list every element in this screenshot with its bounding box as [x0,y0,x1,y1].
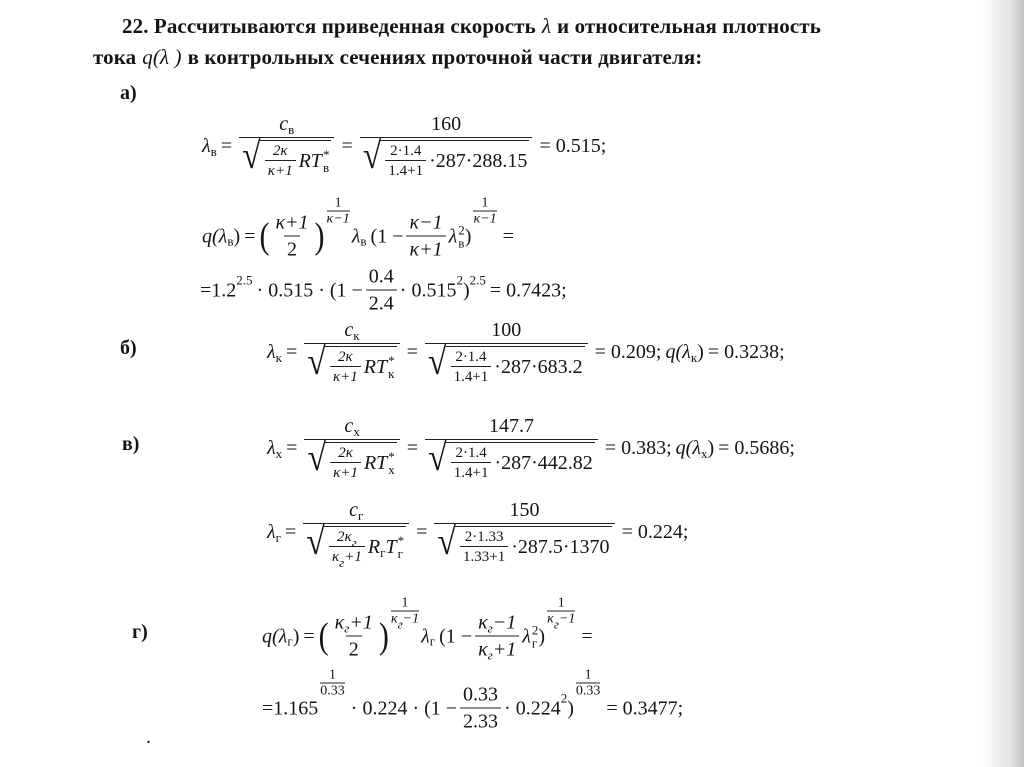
denominator: 2 [284,236,300,261]
lambda-symbol: λ [267,341,276,363]
lambda-symbol: λ [421,625,430,647]
sub-superscript [398,534,405,560]
lambda-symbol: λ [448,225,458,247]
kappa-fraction [329,529,365,570]
numerator: κ+1 [275,211,309,234]
equals-sign: = [220,135,233,157]
q-symbol: q( [202,225,219,247]
gas-constant-temperature: RT [298,150,322,172]
kappa-term: κ [478,638,488,661]
right-paren: ) [538,625,546,647]
square-root [306,520,406,570]
subscript: х [388,462,395,477]
sub-superscript [388,354,395,380]
velocity-symbol: c [279,113,289,135]
radicand [455,526,612,565]
minus-one: −1 [402,611,420,627]
open-group: (1 − [370,225,404,247]
lambda-symbol: λ [541,14,552,38]
expression-middle: · 0.224 · (1 − [350,697,458,719]
section-label-g: г) [132,621,148,643]
numerator: 1 [401,595,409,611]
superscript: * [397,533,405,548]
page-edge-shadow [982,0,1024,767]
kappa-fraction [475,612,519,661]
radicand [325,346,397,385]
numerator: 2κ [272,143,288,159]
numerator: 100 [491,319,522,341]
denominator: 1.4+1 [385,160,426,180]
subscript: к [353,327,360,343]
equals-sign: = [416,521,428,543]
equation-lambda-g [267,499,692,570]
header-text: в контрольных сечениях проточной части двигателя: [187,45,703,69]
section-label-a: а) [120,82,137,104]
kappa-term: κ [331,548,340,565]
equals-sign: = [502,225,514,247]
superscript: 2.5 [469,272,486,288]
equals-sign: = [406,437,419,459]
kappa-term: κ [478,611,488,634]
kappa-fraction [330,349,361,385]
radical-icon: √ [437,520,457,564]
numerator [332,612,376,636]
numeric-fraction [434,499,614,565]
radicand [446,442,595,481]
exponent-fraction [576,668,601,700]
denominator: κ+1 [406,236,445,261]
equation-q-lambda-g-numeric [262,667,687,733]
exponent-fraction [320,668,345,700]
numerator: 2·1.33 [464,529,504,545]
superscript: * [388,449,395,464]
velocity-symbol: c [349,499,358,521]
numerator [475,612,519,636]
stray-mark: . [146,726,151,748]
velocity-fraction [304,319,399,385]
radical-icon: √ [306,520,325,564]
header-text: 22. Рассчитываются приведенная скорость [122,14,536,38]
left-paren: ( [318,614,329,656]
denominator: κ+1 [330,462,361,482]
equals-sign: = [244,225,256,247]
lambda-symbol: λ [267,437,276,459]
radicand [325,442,397,481]
right-paren: ) [378,614,389,656]
subscript: г [487,620,493,636]
subscript: г [287,633,293,649]
right-paren: ) [567,697,574,719]
numerator: 1 [481,195,489,211]
right-paren: ) [292,625,300,647]
lambda-symbol: λ [351,225,361,247]
kappa-fraction [406,212,445,261]
header-text: тока [93,45,137,69]
denominator: 2 [346,636,362,661]
subscript: г [397,546,403,561]
subscript: к [275,349,282,365]
equation-lambda-v [202,113,610,179]
velocity-fraction [304,415,399,481]
subscript: г [357,507,364,523]
numerator [334,529,360,551]
equals-sign: = [581,625,593,647]
velocity-symbol: c [344,415,354,437]
subscript: г [344,620,350,636]
q-symbol: q( [665,341,683,363]
right-paren: ) [464,225,472,247]
right-paren: ) [707,437,715,459]
plus-one: +1 [492,638,517,661]
expression-start: =1.165 [262,697,319,719]
right-paren: ) [314,214,325,256]
kappa-term: κ [334,611,345,634]
denominator [475,636,519,661]
exponent-fraction [547,595,576,632]
equals-sign: = [286,437,298,459]
velocity-fraction [303,499,409,570]
expression-middle: · 0.515 · (1 − [256,279,363,301]
equals-sign: = [285,521,297,543]
plus-one: +1 [344,548,362,565]
square-root [428,436,595,481]
denominator [434,520,614,565]
kappa-term: 2κ [337,529,352,545]
numerator: 160 [431,113,462,135]
header-line-1 [122,14,821,39]
square-root [307,436,396,481]
result: = 0.383; [604,437,672,459]
equals-sign: = [406,341,418,363]
square-root [307,340,396,385]
equation-lambda-x [267,415,799,481]
square-root [437,520,611,565]
denominator [360,134,533,179]
denominator: κ−1 [326,211,350,227]
velocity-fraction [239,113,334,179]
superscript: 2 [458,222,465,237]
minus-one: −1 [492,611,517,634]
superscript: 2 [456,272,463,288]
exponent-fraction [473,196,496,228]
subscript: в [458,235,465,250]
expression-start: =1.2 [200,279,237,301]
numerator: 0.33 [463,683,499,706]
left-paren: ( [259,214,270,256]
lambda-symbol: λ [682,341,691,363]
temperature-symbol: T [385,536,397,558]
flow-density-symbol: q(λ ) [142,45,182,69]
denominator: 1.33+1 [460,546,508,566]
right-paren: ) [462,279,470,301]
numeric-kappa-fraction [451,349,492,385]
lambda-symbol: λ [218,225,228,247]
denominator [329,546,365,570]
kappa-fraction [272,212,311,261]
subscript: г [397,616,403,632]
radical-icon: √ [428,436,447,480]
numeric-fraction [460,684,501,733]
denominator [425,340,588,385]
numerator: 2·1.4 [390,143,422,159]
exponent-fraction [327,196,350,228]
radicand [324,526,406,570]
subscript: в [288,121,295,137]
radical-icon: √ [427,340,447,384]
subscript: в [360,233,367,249]
equation-q-lambda-g [262,595,597,663]
subscript: г [487,647,493,663]
numerator: 2κ [338,349,353,365]
equals-sign: = [341,135,353,157]
lambda-symbol: λ [522,625,531,647]
denominator: 0.33 [320,683,345,699]
right-paren: ) [233,225,241,247]
right-paren: ) [697,341,704,363]
kappa-term: κ [547,611,554,627]
subscript: х [700,445,708,461]
result: = 0.515; [539,135,607,157]
result: = 0.7423; [489,279,567,301]
radicand [380,140,529,179]
denominator [390,611,420,632]
subscript: в [227,233,234,249]
radical-icon: √ [362,134,382,178]
numerator: 147.7 [488,415,534,437]
gas-constant-temperature: RT [363,452,388,474]
superscript: * [388,353,395,368]
numeric-fraction [366,266,397,315]
subscript: х [275,445,283,461]
numeric-fraction [425,415,598,481]
numerator: 1 [584,667,592,683]
numeric-fraction [425,319,588,385]
denominator: 2.4 [366,290,397,315]
numerator [276,113,297,137]
sub-superscript [323,148,330,174]
exponent-fraction [390,595,420,632]
radicand-rest: ·287.5·1370 [511,536,610,558]
equation-lambda-k [267,319,789,385]
numerator: 2κ [338,445,353,461]
square-root [362,134,530,179]
numerator: 1 [557,595,565,611]
minus-one: −1 [558,611,576,627]
denominator [303,520,409,570]
denominator [304,340,399,385]
subscript: к [690,349,698,365]
numerator [346,499,366,523]
gas-constant-temperature: RT [363,356,388,378]
equation-q-lambda-v [202,195,518,261]
numerator: κ−1 [409,211,443,234]
section-label-b: б) [120,337,137,359]
q-symbol: q( [675,437,693,459]
lambda-symbol: λ [692,437,701,459]
radical-icon: √ [242,134,261,178]
subscript: г [351,535,357,551]
subscript: х [353,423,360,439]
radical-icon: √ [307,436,327,480]
superscript: 2 [560,690,568,706]
denominator [547,611,576,632]
gas-constant-symbol: R [367,536,381,558]
radicand-rest: ·287·288.15 [429,150,528,172]
denominator [425,436,598,481]
subscript: к [388,366,395,381]
superscript: 2.5 [236,272,253,288]
plus-one: +1 [349,611,373,634]
radical-icon: √ [307,340,326,384]
lambda-symbol: λ [278,625,288,647]
numerator [341,319,362,343]
numeric-fraction [360,113,533,179]
denominator [304,436,399,481]
equals-sign: = [303,625,315,647]
equation-q-lambda-v-numeric [200,266,571,315]
subscript: в [210,143,217,159]
kappa-fraction [330,445,361,481]
section-label-v: в) [122,433,140,455]
numerator: 2·1.4 [455,349,487,365]
q-result: = 0.5686; [718,437,795,459]
square-root [427,340,585,385]
subscript: г [339,554,345,570]
subscript: г [429,633,436,649]
lambda-symbol: λ [202,135,211,157]
numerator: 0.4 [368,265,394,288]
numerator: 1 [334,195,342,211]
equals-sign: = [286,341,298,363]
kappa-fraction [265,143,296,179]
header-line-2 [93,45,702,70]
result: = 0.209; [594,341,662,363]
denominator: κ+1 [330,366,361,386]
numerator: 150 [509,499,540,521]
subscript: г [275,529,282,545]
denominator: 1.4+1 [451,366,492,386]
open-group: (1 − [439,625,473,647]
sub-superscript [388,450,395,476]
expression-middle: · 0.224 [504,697,561,719]
q-symbol: q( [262,625,279,647]
numerator: 1 [329,667,337,683]
denominator [239,134,334,179]
result: = 0.3477; [606,697,684,719]
velocity-symbol: c [344,319,354,341]
denominator: 2.33 [460,708,501,733]
result: = 0.224; [621,521,689,543]
numerator: 2·1.4 [455,445,487,461]
radicand-rest: ·287·442.82 [494,452,593,474]
radicand [260,140,332,179]
kappa-fraction [332,612,376,661]
superscript: 2 [531,622,539,637]
numeric-kappa-fraction [451,445,492,481]
square-root [242,134,331,179]
numerator [341,415,362,439]
denominator: κ−1 [473,211,497,227]
subscript: г [531,635,538,650]
radicand [446,346,585,385]
q-result: = 0.3238; [707,341,785,363]
numeric-kappa-fraction [385,143,426,179]
subscript: г [553,616,559,632]
denominator: 1.4+1 [451,462,492,482]
denominator: 0.33 [575,683,601,699]
radicand-rest: ·287·683.2 [494,356,583,378]
denominator: κ+1 [265,160,296,180]
numeric-kappa-fraction [460,529,508,565]
header-text: и относительная плотность [557,14,821,38]
superscript: * [322,147,330,162]
subscript: в [322,160,330,175]
expression-middle: · 0.515 [399,279,457,301]
kappa-term: κ [390,611,398,627]
subscript: г [380,544,386,560]
lambda-symbol: λ [267,521,276,543]
